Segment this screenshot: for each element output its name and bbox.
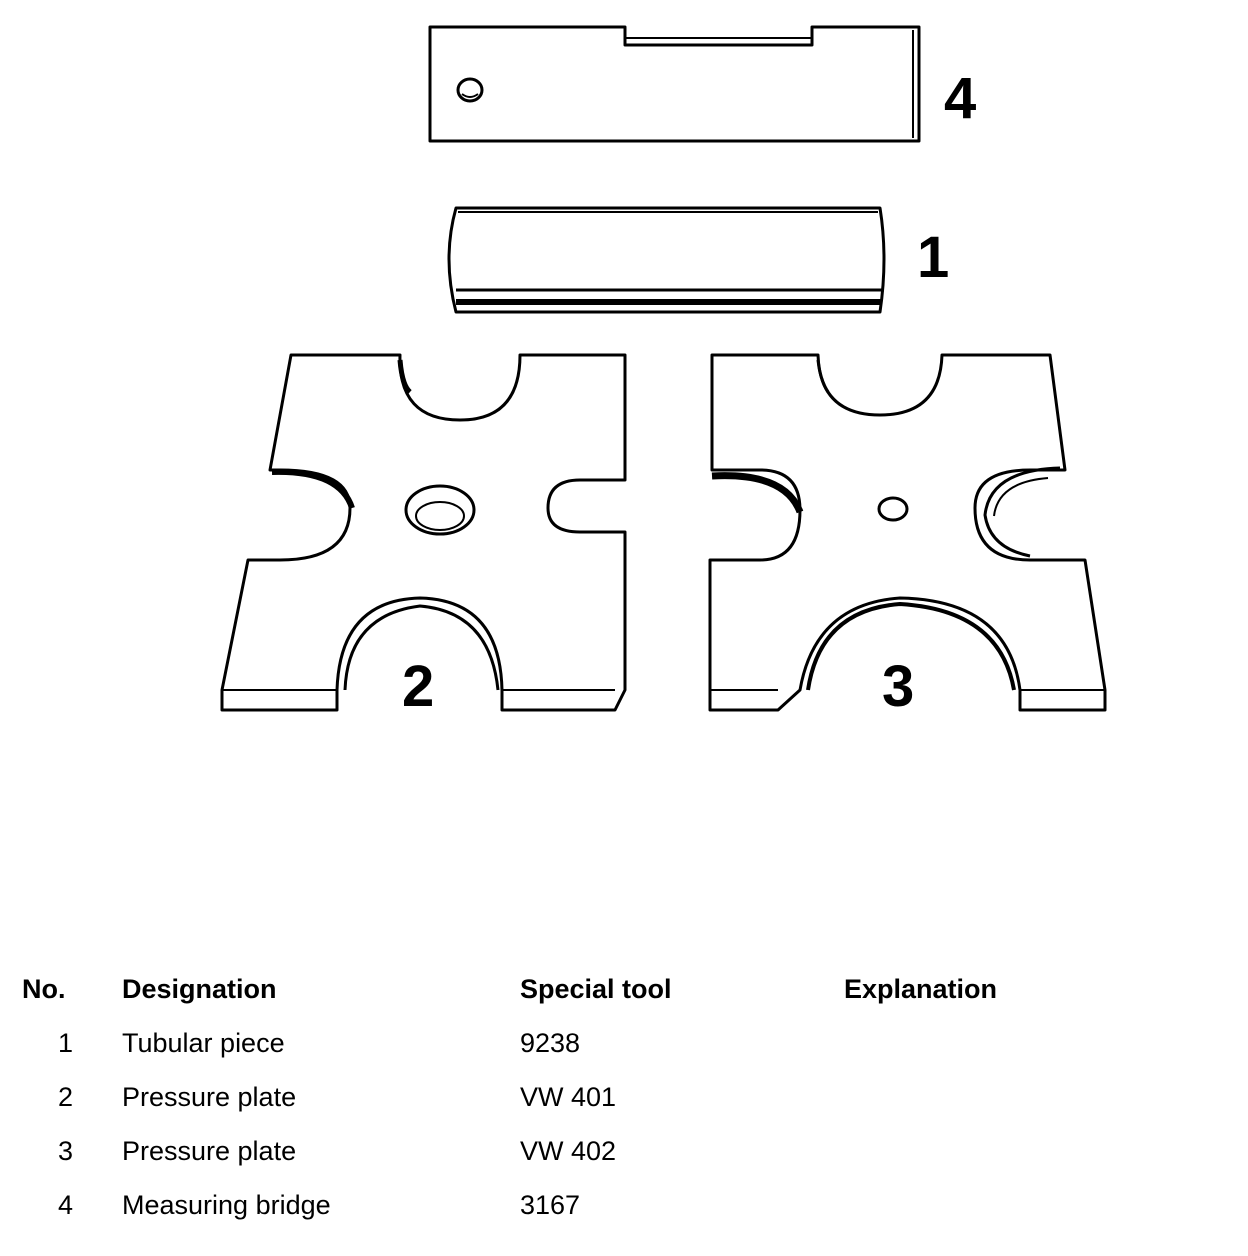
row-explanation — [844, 1124, 1164, 1178]
row-designation: Pressure plate — [122, 1081, 297, 1112]
header-explanation: Explanation — [844, 973, 998, 1004]
callout-1: 1 — [917, 225, 950, 290]
row-special-tool: 9238 — [520, 1027, 581, 1058]
header-no: No. — [22, 973, 66, 1004]
row-designation: Pressure plate — [122, 1135, 297, 1166]
table-row — [22, 1016, 1164, 1070]
row-explanation — [844, 1178, 1164, 1232]
row-designation: Measuring bridge — [122, 1189, 331, 1220]
callout-2: 2 — [402, 654, 435, 719]
callout-4: 4 — [944, 66, 977, 131]
row-no: 1 — [58, 1027, 74, 1058]
row-designation: Tubular piece — [122, 1027, 285, 1058]
header-designation: Designation — [122, 973, 277, 1004]
table-row — [22, 1178, 1164, 1232]
measuring-bridge-drawing — [430, 27, 919, 141]
row-special-tool: 3167 — [520, 1189, 581, 1220]
row-no: 4 — [58, 1189, 74, 1220]
row-special-tool: VW 402 — [520, 1135, 617, 1166]
row-no: 2 — [58, 1081, 74, 1112]
table-row — [22, 1070, 1164, 1124]
tubular-piece-drawing — [449, 208, 884, 312]
row-special-tool: VW 401 — [520, 1081, 617, 1112]
table-header-row — [22, 962, 1164, 1016]
table-row — [22, 1124, 1164, 1178]
special-tools-table — [22, 962, 1164, 1232]
callout-3: 3 — [882, 654, 915, 719]
row-no: 3 — [58, 1135, 74, 1166]
row-explanation — [844, 1016, 1164, 1070]
header-special-tool: Special tool — [520, 973, 672, 1004]
row-explanation — [844, 1070, 1164, 1124]
